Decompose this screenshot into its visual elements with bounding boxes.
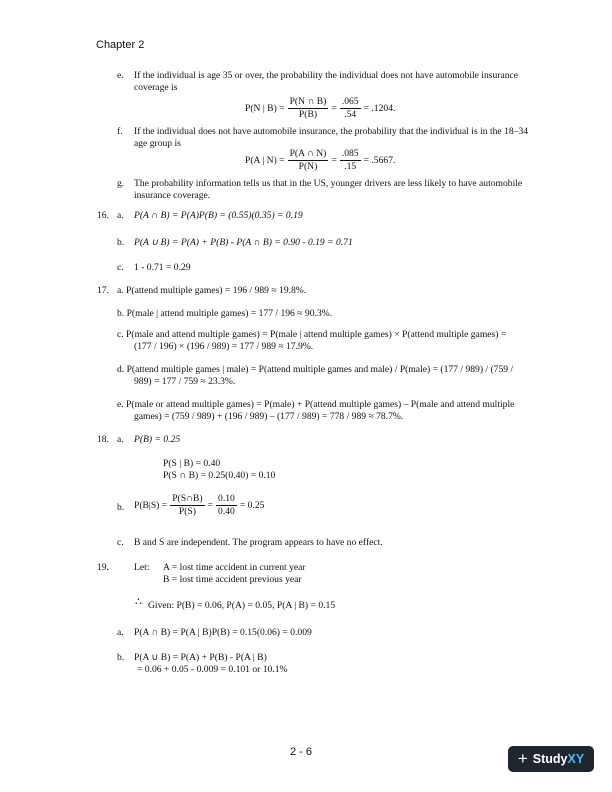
- plus-icon: +: [517, 748, 528, 768]
- equals-sign: =: [207, 499, 214, 511]
- equals-sign: =: [331, 102, 337, 114]
- numerator: 0.10: [216, 493, 237, 506]
- q16-c-text: 1 - 0.71 = 0.29: [134, 262, 191, 273]
- q19-b-label: b.: [117, 652, 125, 663]
- item-g-text: The probability information tells us that in the US, younger drivers are less likely to have automobile insurance coverage.: [134, 178, 523, 202]
- q19-number: 19.: [97, 562, 109, 573]
- q18-a-label: a.: [117, 434, 124, 445]
- q16-b-label: b.: [117, 237, 125, 248]
- item-g-label: g.: [117, 178, 125, 189]
- q18-b-label: b.: [117, 502, 125, 513]
- q17-e-line1: e. P(male or attend multiple games) = P(male) + P(attend multiple games) – P(male and attend multiple: [117, 399, 515, 410]
- q19-def-a: A = lost time accident in current year: [163, 562, 306, 573]
- numerator: P(S∩B): [170, 493, 204, 506]
- q19-a-text: P(A ∩ B) = P(A | B)P(B) = 0.15(0.06) = 0.009: [134, 627, 312, 638]
- q16-number: 16.: [97, 210, 109, 221]
- eq-lhs: P(N | B) =: [245, 102, 285, 114]
- item-f-label: f.: [117, 126, 123, 137]
- item-e-text: If the individual is age 35 or over, the probability the individual does not have automobile insurance coverage is: [134, 70, 519, 94]
- badge-brand: [533, 751, 584, 767]
- page-number: 2 - 6: [290, 746, 313, 758]
- fraction: [170, 493, 204, 519]
- q17-e-line2: games) = (759 / 989) + (196 / 989) – (177 / 989) = 778 / 989 ≈ 78.7%.: [134, 411, 404, 422]
- denominator: .54: [344, 109, 357, 121]
- eq-lhs: P(A | N) =: [245, 154, 285, 166]
- denominator: 0.40: [218, 506, 235, 518]
- numerator: P(N ∩ B): [288, 96, 329, 109]
- q18-c-text: B and S are independent. The program appears to have no effect.: [134, 537, 383, 548]
- denominator: P(S): [178, 506, 196, 518]
- studyxy-badge[interactable]: [508, 746, 594, 772]
- numerator: .065: [340, 96, 361, 109]
- q18-a-text: P(B) = 0.25: [134, 434, 181, 445]
- eq-result: = 0.25: [239, 499, 265, 511]
- item-e-equation: [245, 96, 395, 122]
- fraction: [340, 96, 361, 122]
- numerator: .085: [340, 148, 361, 161]
- denominator: .15: [344, 161, 357, 173]
- q17-number: 17.: [97, 285, 109, 296]
- q17-c-line1: c. P(male and attend multiple games) = P(male | attend multiple games) × P(attend multiple games) =: [117, 329, 507, 340]
- q18-b-equation: [134, 493, 264, 519]
- brand-part-1: Study: [532, 751, 568, 766]
- eq-result: = .1204.: [363, 102, 396, 114]
- q18-a-line2: P(S | B) = 0.40: [163, 458, 221, 469]
- equals-sign: =: [331, 154, 337, 166]
- q19-given: Given: P(B) = 0.06, P(A) = 0.05, P(A | B) = 0.15: [148, 600, 336, 611]
- q19-a-label: a.: [117, 627, 124, 638]
- q16-a-text: P(A ∩ B) = P(A)P(B) = (0.55)(0.35) = 0.19: [134, 210, 303, 221]
- q17-b-text: b. P(male | attend multiple games) = 177 / 196 ≈ 90.3%.: [117, 308, 333, 319]
- brand-part-2: XY: [567, 751, 585, 766]
- q19-def-b: B = lost time accident previous year: [163, 574, 302, 585]
- fraction: [288, 148, 329, 174]
- q19-let: Let:: [134, 562, 150, 573]
- q18-c-label: c.: [117, 537, 124, 548]
- therefore-symbol: ∴: [135, 596, 142, 608]
- q18-number: 18.: [97, 434, 109, 445]
- item-f-text: If the individual does not have automobile insurance, the probability that the individual is in the 18–34 age group is: [134, 126, 529, 150]
- fraction: [216, 493, 237, 519]
- denominator: P(N): [298, 161, 318, 173]
- denominator: P(B): [298, 109, 318, 121]
- item-f-equation: [245, 148, 395, 174]
- eq-result: = .5667.: [363, 154, 396, 166]
- eq-lhs: P(B|S) =: [134, 499, 168, 511]
- numerator: P(A ∩ N): [288, 148, 329, 161]
- q19-b-line2: = 0.06 + 0.05 - 0.009 = 0.101 or 10.1%: [137, 664, 288, 675]
- fraction: [288, 96, 329, 122]
- fraction: [340, 148, 361, 174]
- q18-a-line3: P(S ∩ B) = 0.25(0.40) = 0.10: [163, 470, 276, 481]
- chapter-header: Chapter 2: [96, 39, 145, 51]
- q16-b-text: P(A ∪ B) = P(A) + P(B) - P(A ∩ B) = 0.90 - 0.19 = 0.71: [134, 237, 353, 248]
- q16-c-label: c.: [117, 262, 124, 273]
- q17-d-line1: d. P(attend multiple games | male) = P(attend multiple games and male) / P(male) = (177 / 989) / (759 /: [117, 364, 514, 375]
- q16-a-label: a.: [117, 210, 124, 221]
- q17-d-line2: 989) = 177 / 759 ≈ 23.3%.: [134, 376, 236, 387]
- q17-a-text: a. P(attend multiple games) = 196 / 989 ≈ 19.8%.: [117, 285, 307, 296]
- q17-c-line2: (177 / 196) × (196 / 989) = 177 / 989 ≈ 17.9%.: [134, 341, 314, 352]
- q19-b-text: P(A ∪ B) = P(A) + P(B) - P(A | B): [134, 652, 267, 663]
- item-e-label: e.: [117, 70, 124, 81]
